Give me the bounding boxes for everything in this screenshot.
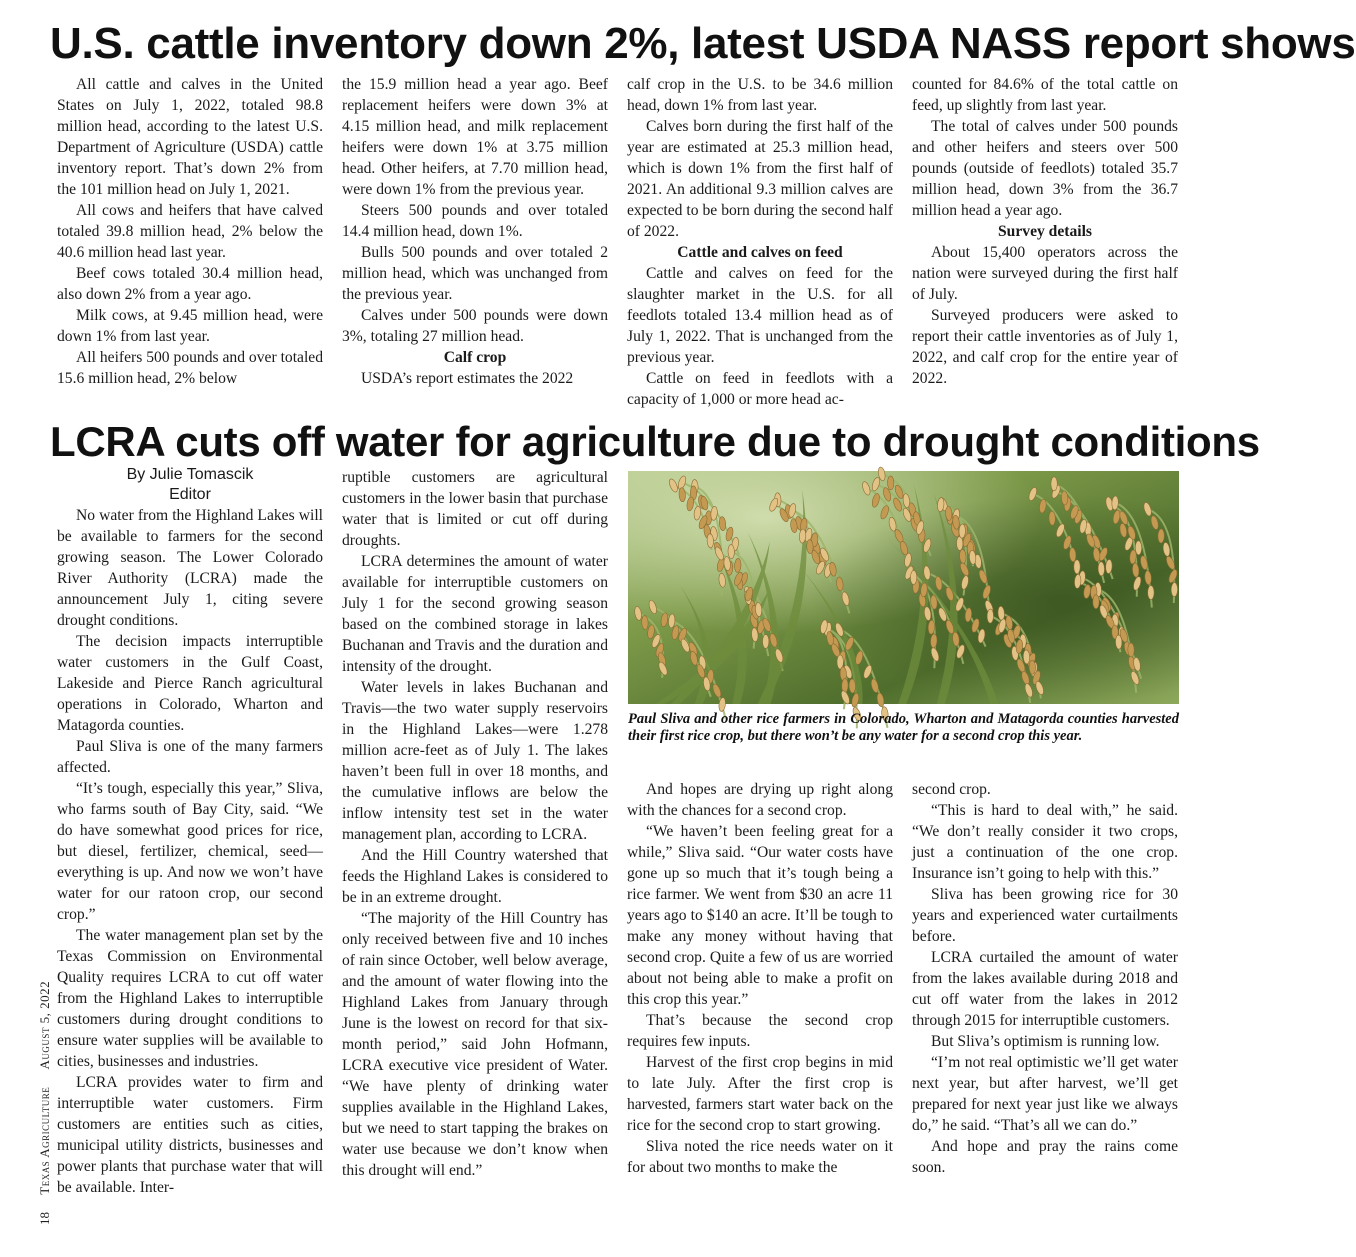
article1-headline: U.S. cattle inventory down 2%, latest USDA NASS report shows <box>50 19 1356 68</box>
publication-name: Texas Agriculture <box>37 1086 52 1195</box>
paragraph: USDA’s report estimates the 2022 <box>361 370 574 387</box>
paragraph: “This is hard to deal with,” he said. “We don’t really consider it two crops, just a continuation of the one crop. Insurance isn’t going to help with this.” <box>912 802 1178 882</box>
paragraph: Bulls 500 pounds and over totaled 2 million head, which was unchanged from the previous year. <box>342 244 608 303</box>
paragraph: The total of calves under 500 pounds and other heifers and steers over 500 pounds (outside of feedlots) totaled 35.7 million head, down 3% from the 36.7 million head a year ago. <box>912 118 1178 219</box>
paragraph: About 15,400 operators across the nation were surveyed during the first half of July. <box>912 244 1178 303</box>
paragraph: All cows and heifers that have calved totaled 39.8 million head, 2% below the 40.6 million head last year. <box>57 202 323 261</box>
paragraph: Milk cows, at 9.45 million head, were down 1% from last year. <box>57 307 323 345</box>
paragraph: LCRA provides water to firm and interruptible water customers. Firm customers are entities such as cities, municipal utility districts, businesses and power plants that purchase water that will be available. Inter- <box>57 1074 323 1196</box>
subheading-survey-details: Survey details <box>998 223 1092 240</box>
paragraph: Cattle on feed in feedlots with a capacity of 1,000 or more head ac- <box>627 370 893 408</box>
paragraph: counted for 84.6% of the total cattle on feed, up slightly from last year. <box>912 76 1178 114</box>
article1-column-3 <box>627 74 893 410</box>
paragraph: “The majority of the Hill Country has only received between five and 10 inches of rain since October, well below average, and the amount of water flowing into the Highland Lakes from January through June is the lowest on record for that six-month period,” said John Hofmann, LCRA executive vice president of Water. “We have plenty of drinking water supplies available in the Highland Lakes, but we need to start tapping the brakes on water use because we don’t know when this drought will end.” <box>342 910 608 1179</box>
paragraph: ruptible customers are agricultural customers in the lower basin that purchase water that is limited or cut off during droughts. <box>342 469 608 549</box>
paragraph: Surveyed producers were asked to report their cattle inventories as of July 1, 2022, and calf crop for the entire year of 2022. <box>912 307 1178 387</box>
page-footer <box>36 945 54 1225</box>
paragraph: “It’s tough, especially this year,” Sliva, who farms south of Bay City, said. “We do have somewhat good prices for rice, but diesel, fertilizer, chemical, seed—everything is up. And now we won’t have water for our ratoon crop, our second crop.” <box>57 780 323 923</box>
paragraph: “We haven’t been feeling great for a while,” Sliva said. “Our water costs have gone up so much that it’s tough being a rice farmer. We went from $30 an acre 11 years ago to $140 an acre. It’ll be tough to make any money without having that second crop. Quite a few of us are worried about not being able to make a profit on this crop this year.” <box>627 823 893 1008</box>
paragraph: And the Hill Country watershed that feeds the Highland Lakes is considered to be in an extreme drought. <box>342 847 608 906</box>
article2-headline: LCRA cuts off water for agriculture due to drought conditions <box>50 418 1260 465</box>
paragraph: The water management plan set by the Texas Commission on Environmental Quality requires LCRA to cut off water from the Highland Lakes to interruptible customers during drought conditions to ensure water supplies will be available to cities, businesses and industries. <box>57 927 323 1070</box>
paragraph: Cattle and calves on feed for the slaughter market in the U.S. for all feedlots totaled 13.4 million head as of July 1, 2022. That is unchanged from the previous year. <box>627 265 893 366</box>
paragraph: And hope and pray the rains come soon. <box>912 1138 1178 1176</box>
byline-role: Editor <box>169 486 211 503</box>
paragraph: And hopes are drying up right along with the chances for a second crop. <box>627 781 893 819</box>
rice-plants-photo <box>628 471 1179 704</box>
article2-column-1 <box>57 465 323 1198</box>
paragraph: the 15.9 million head a year ago. Beef replacement heifers were down 3% at 4.15 million head, and milk replacement heifers were down 1% at 3.75 million head. Other heifers, at 7.70 million head, were down 1% from the previous year. <box>342 76 608 198</box>
issue-date: August 5, 2022 <box>37 980 52 1070</box>
paragraph: Harvest of the first crop begins in mid to late July. After the first crop is harvested, farmers start water back on the rice for the second crop to start growing. <box>627 1054 893 1134</box>
paragraph: All heifers 500 pounds and over totaled 15.6 million head, 2% below <box>57 349 323 387</box>
paragraph: second crop. <box>912 781 991 798</box>
page-number: 18 <box>37 1212 52 1225</box>
paragraph: Sliva noted the rice needs water on it for about two months to make the <box>627 1138 893 1176</box>
paragraph: The decision impacts interruptible water customers in the Gulf Coast, Lakeside and Pierce Ranch agricultural operations in Colorado, Wharton and Matagorda counties. <box>57 633 323 734</box>
subheading-cattle-on-feed: Cattle and calves on feed <box>677 244 843 261</box>
paragraph: No water from the Highland Lakes will be available to farmers for the second growing season. The Lower Colorado River Authority (LCRA) made the announcement July 1, citing severe drought conditions. <box>57 507 323 629</box>
paragraph: “I’m not real optimistic we’ll get water next year, but after harvest, we’ll get prepared for next year just like we always do,” he said. “That’s all we can do.” <box>912 1054 1178 1134</box>
article2-column-4 <box>912 779 1178 1178</box>
paragraph: calf crop in the U.S. to be 34.6 million head, down 1% from last year. <box>627 76 893 114</box>
photo-caption: Paul Sliva and other rice farmers in Colorado, Wharton and Matagorda counties harvested their first rice crop, but there won’t be any water for a second crop this year. <box>628 711 1179 744</box>
article2-column-3 <box>627 779 893 1178</box>
subheading-calf-crop: Calf crop <box>443 349 507 366</box>
paragraph: That’s because the second crop requires few inputs. <box>627 1012 893 1050</box>
paragraph: Paul Sliva is one of the many farmers affected. <box>57 738 323 776</box>
paragraph: Water levels in lakes Buchanan and Travis—the two water supply reservoirs in the Highland Lakes—were 1.278 million acre-feet as of July 1. The lakes haven’t been full in over 18 months, and the cumulative inflows are below the inflow intensity test set in the water management plan, according to LCRA. <box>342 679 608 843</box>
article1-column-2 <box>342 74 608 389</box>
paragraph: Calves under 500 pounds were down 3%, totaling 27 million head. <box>342 307 608 345</box>
paragraph: Sliva has been growing rice for 30 years and experienced water curtailments before. <box>912 886 1178 945</box>
article2-column-2 <box>342 467 608 1181</box>
paragraph: Calves born during the first half of the year are estimated at 25.3 million head, which is down 1% from the first half of 2021. An additional 9.3 million calves are expected to be born during the second half of 2022. <box>627 118 893 240</box>
paragraph: All cattle and calves in the United States on July 1, 2022, totaled 98.8 million head, according to the latest U.S. Department of Agriculture (USDA) cattle inventory report. That’s down 2% from the 101 million head on July 1, 2021. <box>57 76 323 198</box>
paragraph: Steers 500 pounds and over totaled 14.4 million head, down 1%. <box>342 202 608 240</box>
byline: By Julie Tomascik <box>126 466 254 483</box>
paragraph: Beef cows totaled 30.4 million head, also down 2% from a year ago. <box>57 265 323 303</box>
article1-column-1 <box>57 74 323 389</box>
article1-column-4 <box>912 74 1178 389</box>
paragraph: LCRA curtailed the amount of water from the lakes available during 2018 and cut off water from the lakes in 2012 through 2015 for interruptible customers. <box>912 949 1178 1029</box>
paragraph: But Sliva’s optimism is running low. <box>931 1033 1160 1050</box>
paragraph: LCRA determines the amount of water available for interruptible customers on July 1 for the second growing season based on the combined storage in lakes Buchanan and Travis and the duration and intensity of the drought. <box>342 553 608 675</box>
